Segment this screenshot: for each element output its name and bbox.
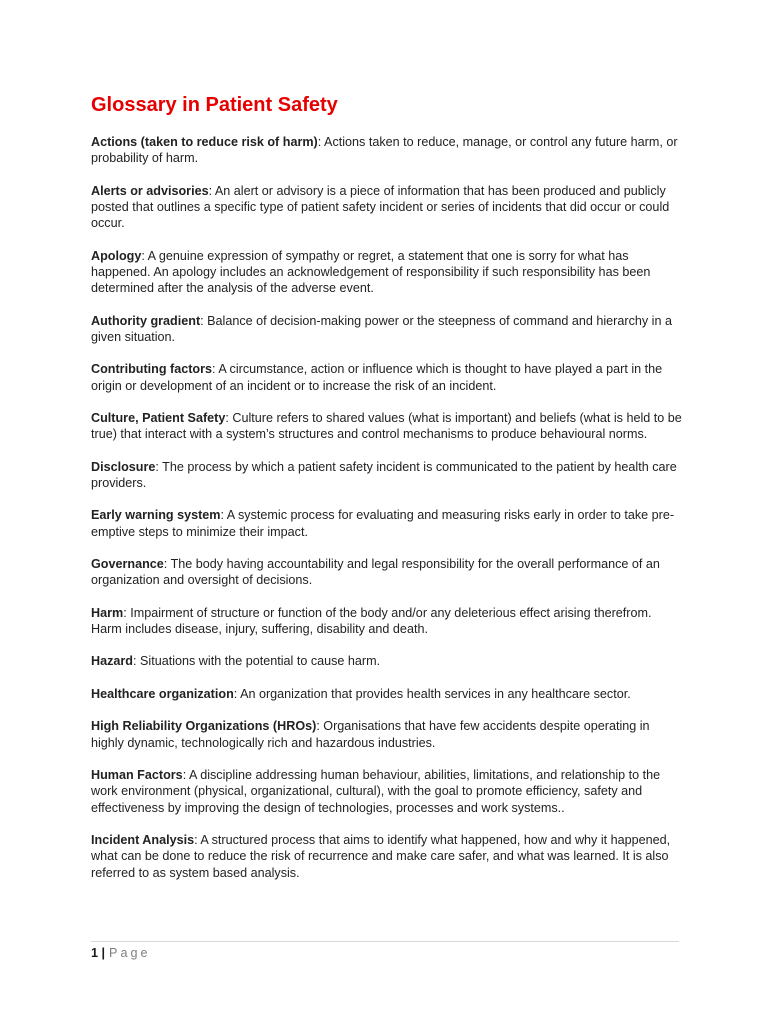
page-label: Page xyxy=(109,946,151,960)
glossary-term: Disclosure xyxy=(91,459,156,474)
glossary-definition: : A genuine expression of sympathy or regret, a statement that one is sorry for what has happened. An apology includes an acknowledgement of responsibility if such responsibility has been determined after the analysis of the adverse event. xyxy=(91,248,651,296)
glossary-definition: : A systemic process for evaluating and measuring risks early in order to take pre-emptive steps to minimize their impact. xyxy=(91,508,675,539)
glossary-term: Harm xyxy=(91,605,124,620)
glossary-definition: : Culture refers to shared values (what is important) and beliefs (what is held to be true) that interact with a system’s structures and control mechanisms to produce behavioural norms. xyxy=(91,411,682,442)
glossary-term: Contributing factors xyxy=(91,362,213,377)
page-title: Glossary in Patient Safety xyxy=(91,94,338,116)
glossary-term: Culture, Patient Safety xyxy=(91,411,226,426)
glossary-definition: : A discipline addressing human behaviour, abilities, limitations, and relationship to the work environment (physical, organizational, cultural), with the goal to promote efficiency, safety and effectiveness by improving the design of technologies, processes and work systems.. xyxy=(91,767,661,815)
glossary-definition: : An alert or advisory is a piece of information that has been produced and publicly posted that outlines a specific type of patient safety incident or series of incidents that did occur or could occur. xyxy=(91,183,670,231)
glossary-entry xyxy=(91,605,683,638)
glossary-entry xyxy=(91,832,683,881)
page-separator: | xyxy=(101,946,106,960)
glossary-entry xyxy=(91,556,683,589)
glossary-term: Authority gradient xyxy=(91,313,201,328)
glossary-entry xyxy=(91,183,683,232)
glossary-term: Governance xyxy=(91,557,164,572)
glossary-definition: : Situations with the potential to cause harm. xyxy=(133,654,381,669)
glossary-term: Human Factors xyxy=(91,767,183,782)
glossary-term: Hazard xyxy=(91,654,133,669)
glossary-definition: : Balance of decision-making power or the steepness of command and hierarchy in a given situation. xyxy=(91,313,672,344)
glossary-entry xyxy=(91,767,683,816)
glossary-entry xyxy=(91,361,683,394)
glossary-entry xyxy=(91,507,683,540)
glossary-term: Early warning system xyxy=(91,508,221,523)
glossary-definition: : Actions taken to reduce, manage, or control any future harm, or probability of harm. xyxy=(91,135,678,166)
glossary-term: Apology xyxy=(91,248,142,263)
glossary-definition: : Organisations that have few accidents despite operating in highly dynamic, technologically rich and hazardous industries. xyxy=(91,719,650,750)
page-footer xyxy=(91,945,150,961)
glossary-entry xyxy=(91,410,683,443)
glossary-definition: : A circumstance, action or influence which is thought to have played a part in the origin or development of an incident or to increase the risk of an incident. xyxy=(91,362,663,393)
glossary-list xyxy=(91,134,683,897)
glossary-entry xyxy=(91,686,683,702)
glossary-definition: : An organization that provides health services in any healthcare sector. xyxy=(233,686,631,701)
glossary-term: Alerts or advisories xyxy=(91,183,209,198)
glossary-entry xyxy=(91,313,683,346)
page-number: 1 xyxy=(91,946,99,960)
glossary-term: Healthcare organization xyxy=(91,686,234,701)
glossary-definition: : The body having accountability and legal responsibility for the overall performance of an organization and oversight of decisions. xyxy=(91,557,660,588)
glossary-term: High Reliability Organizations (HROs) xyxy=(91,719,317,734)
glossary-entry xyxy=(91,134,683,167)
glossary-definition: : The process by which a patient safety incident is communicated to the patient by health care providers. xyxy=(91,459,677,491)
glossary-term: Incident Analysis xyxy=(91,832,195,847)
glossary-definition: : Impairment of structure or function of the body and/or any deleterious effect arising therefrom. Harm includes disease, injury, suffering, disability and death. xyxy=(91,605,652,637)
footer-divider xyxy=(91,941,679,942)
glossary-entry xyxy=(91,459,683,492)
glossary-entry xyxy=(91,718,683,751)
glossary-entry xyxy=(91,653,683,669)
glossary-definition: : A structured process that aims to identify what happened, how and why it happened, what can be done to reduce the risk of recurrence and make care safer, and what was learned. It is also referred to as system based analysis. xyxy=(91,832,671,880)
glossary-term: Actions (taken to reduce risk of harm) xyxy=(91,135,318,149)
glossary-entry xyxy=(91,248,683,297)
